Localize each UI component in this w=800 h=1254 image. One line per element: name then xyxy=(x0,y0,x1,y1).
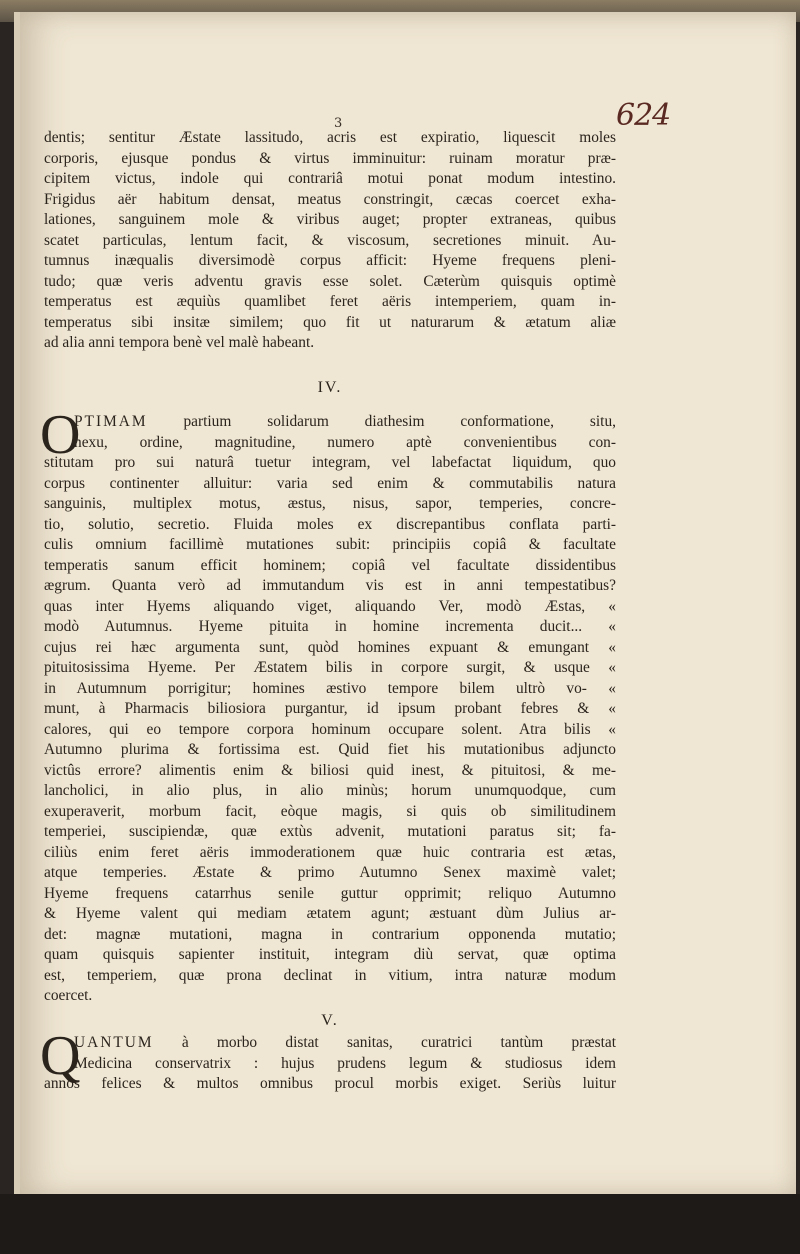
text-line: det: magnæ mutationi, magna in contrarium opponenda mutatio; xyxy=(44,925,616,943)
text-line: Frigidus aër habitum densat, meatus constringit, cæcas coercet exha- xyxy=(44,190,616,208)
text-line: quam quisquis sapienter instituit, integram diù servat, quæ optima xyxy=(44,946,616,963)
text-line: quas inter Hyems aliquando viget, aliquando Ver, modò Æstas, « xyxy=(44,597,616,615)
leadword-optimam: PTIMAM xyxy=(74,413,148,430)
first-line-iv xyxy=(44,412,616,433)
dropcap-q: Q xyxy=(40,1025,81,1087)
first-line-rest-iv: partium solidarum diathesim conformatione, situ, xyxy=(147,413,616,430)
leadword-quantum: UANTUM xyxy=(74,1034,154,1051)
text-line: pituitosissima Hyeme. Per Æstatem bilis in corpore surgit, & usque « xyxy=(44,659,616,676)
text-line: & Hyeme valent qui mediam ætatem agunt; æstuant dùm Julius ar- xyxy=(44,905,616,922)
text-line: ad alia anni tempora benè vel malè habeant. xyxy=(44,334,315,351)
text-line: temperatus sibi insitæ similem; quo fit ut naturarum & ætatum aliæ xyxy=(44,313,616,331)
section-iv-lines xyxy=(44,433,616,1007)
section-continued-text xyxy=(44,128,616,354)
text-line: annos felices & multos omnibus procul morbis exiget. Seriùs luitur xyxy=(44,1075,616,1092)
text-line: ægrum. Quanta verò ad immutandum vis est in anni tempestatibus? xyxy=(44,577,616,594)
text-line: temperatis sanum efficit hominem; copiâ vel facultate dissidentibus xyxy=(44,556,616,574)
section-heading-v: V. xyxy=(321,1011,339,1029)
section-heading-iv: IV. xyxy=(317,378,343,396)
text-line: est, temperiem, quæ prona declinat in vitium, intra naturæ modum xyxy=(44,966,616,984)
text-line: dentis; sentitur Æstate lassitudo, acris est expiratio, liquescit moles xyxy=(44,129,616,146)
first-line-rest-v: à morbo distat sanitas, curatrici tantùm præstat xyxy=(153,1034,616,1051)
text-line: sanguinis, multiplex motus, æstus, nisus, sapor, temperies, concre- xyxy=(44,495,616,512)
dropcap-o: O xyxy=(40,404,81,466)
text-line: nexu, ordine, magnitudine, numero aptè convenientibus con- xyxy=(74,433,616,451)
book-bottom-edge xyxy=(0,1194,800,1254)
section-v-paragraph xyxy=(40,1025,616,1095)
text-line: cipitem victus, indole qui contrariâ motui ponat modum intestino. xyxy=(44,170,616,187)
text-line: ciliùs enim feret aëris immoderationem quæ huic contraria est ætas, xyxy=(44,843,616,861)
first-line-v xyxy=(44,1033,616,1054)
text-line: tudo; quæ veris adventu gravis esse solet. Cæterùm quisquis optimè xyxy=(44,272,616,290)
text-line: temperiei, suscipiendæ, quæ extùs advenit, mutationi paratus sit; fa- xyxy=(44,823,616,840)
text-line: culis omnium facillimè mutationes subit: principiis copiâ & facultate xyxy=(44,536,616,553)
text-line: lancholici, in alio plus, in alio minùs; horum unumquodque, cum xyxy=(44,782,616,799)
text-line: corporis, ejusque pondus & virtus imminuitur: ruinam moratur præ- xyxy=(44,149,616,167)
text-line: Autumno plurima & fortissima est. Quid fiet his mutationibus adjuncto xyxy=(44,741,616,758)
text-line: Hyeme frequens catarrhus senile guttur opprimit; reliquo Autumno xyxy=(44,884,616,902)
text-line: calores, qui eo tempore corpora hominum occupare solent. Atra bilis « xyxy=(44,720,616,738)
text-line: modò Autumnus. Hyeme pituita in homine incrementa ducit... « xyxy=(44,618,616,635)
text-line: temperatus est æquiùs quamlibet feret aëris intemperiem, quam in- xyxy=(44,293,616,310)
text-line: atque temperies. Æstate & primo Autumno Senex maximè valet; xyxy=(44,864,616,881)
text-line: lationes, sanguinem mole & viribus auget; propter extraneas, quibus xyxy=(44,211,616,228)
text-line: Medicina conservatrix : hujus prudens legum & studiosus idem xyxy=(74,1054,616,1072)
text-line: munt, à Pharmacis biliosiora purgantur, id ipsum probant febres & « xyxy=(44,700,616,717)
text-line: tio, solutio, secretio. Fluida moles ex discrepantibus conflata parti- xyxy=(44,515,616,533)
handwritten-folio-number: 624 xyxy=(616,98,671,133)
text-line: scatet particulas, lentum facit, & viscosum, secretiones minuit. Au- xyxy=(44,231,616,249)
text-line: exuperaverit, morbum facit, eòque magis, si quis ob similitudinem xyxy=(44,802,616,820)
text-line: coercet. xyxy=(44,987,93,1004)
section-iv-paragraph xyxy=(40,404,616,1007)
section-v-lines xyxy=(44,1054,616,1095)
text-line: victûs errore? alimentis enim & biliosi quid inest, & pituitosi, & me- xyxy=(44,761,616,779)
text-line: cujus rei hæc argumenta sunt, quòd homines expuant & emungant « xyxy=(44,638,616,656)
text-line: corpus continenter alluitur: varia sed enim & commutabilis natura xyxy=(44,474,616,492)
printer-signature-mark: 3 xyxy=(334,116,343,131)
text-line: in Autumnum porrigitur; homines æstivo tempore bilem ultrò vo- « xyxy=(44,679,616,697)
text-line: tumnus inæqualis diversimodè corpus afficit: Hyeme frequens pleni- xyxy=(44,252,616,269)
text-line: stitutam pro sui naturâ tuetur integram, vel labefactat liquidum, quo xyxy=(44,454,616,471)
page-body-text xyxy=(40,128,616,1095)
